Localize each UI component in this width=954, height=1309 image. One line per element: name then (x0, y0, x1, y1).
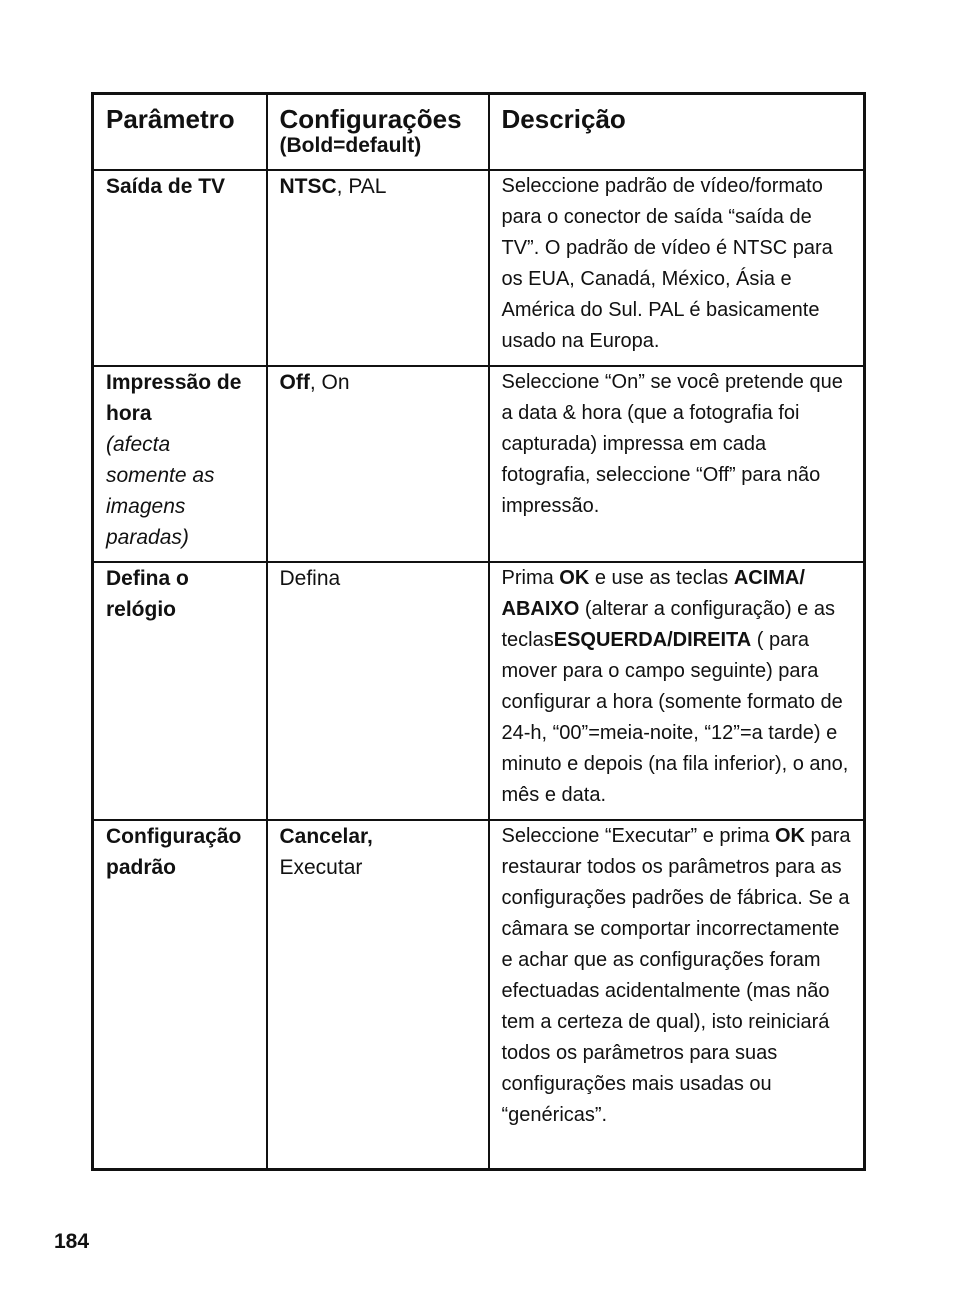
desc-cell: Seleccione padrão de vídeo/formato para o conector de saída “saída de TV”. O padrão de vídeo é NTSC para os EUA, Canadá, México, Ásia e América do Sul. PAL é basicamente usado na Europa. (489, 170, 865, 366)
table-row (93, 366, 865, 562)
table-row (93, 562, 865, 820)
desc-cell: Prima OK e use as teclas ACIMA/ ABAIXO (alterar a configuração) e as teclasESQUERDA/DIREITA ( para mover para o campo seguinte) para configurar a hora (somente formato de 24-h, “00”=meia-noite, “12”=a tarde) e minuto e depois (na fila inferior), o ano, mês e data. (489, 562, 865, 820)
config-cell: NTSC, PAL (267, 170, 489, 366)
desc-cell: Seleccione “Executar” e prima OK para restaurar todos os parâmetros para as configurações padrões de fábrica. Se a câmara se comportar incorrectamente e achar que as configurações foram efectuadas acidentalmente (mas não tem a certeza de qual), isto reiniciará todos os parâmetros para suas configurações mais usadas ou “genéricas”. (489, 820, 865, 1170)
table-row (93, 820, 865, 1170)
header-parametro: Parâmetro (93, 94, 267, 170)
param-cell: Saída de TV (93, 170, 267, 366)
header-configuracoes: Configurações (Bold=default) (267, 94, 489, 170)
table-row (93, 170, 865, 366)
param-cell: Impressão de hora (afecta somente as imagens paradas) (93, 366, 267, 562)
table-header-row (93, 94, 865, 170)
header-configuracoes-sub: (Bold=default) (279, 134, 422, 157)
desc-cell: Seleccione “On” se você pretende que a data & hora (que a fotografia foi capturada) impressa em cada fotografia, seleccione “Off” para não impressão. (489, 366, 865, 562)
header-descricao: Descrição (489, 94, 865, 170)
config-cell: Off, On (267, 366, 489, 562)
param-cell: Defina o relógio (93, 562, 267, 820)
page-number: 184 (54, 1230, 90, 1253)
settings-table (91, 92, 866, 1171)
param-cell: Configuração padrão (93, 820, 267, 1170)
config-cell: Defina (267, 562, 489, 820)
param-note: (afecta somente as imagens paradas) (106, 432, 215, 549)
config-cell: Cancelar, Executar (267, 820, 489, 1170)
